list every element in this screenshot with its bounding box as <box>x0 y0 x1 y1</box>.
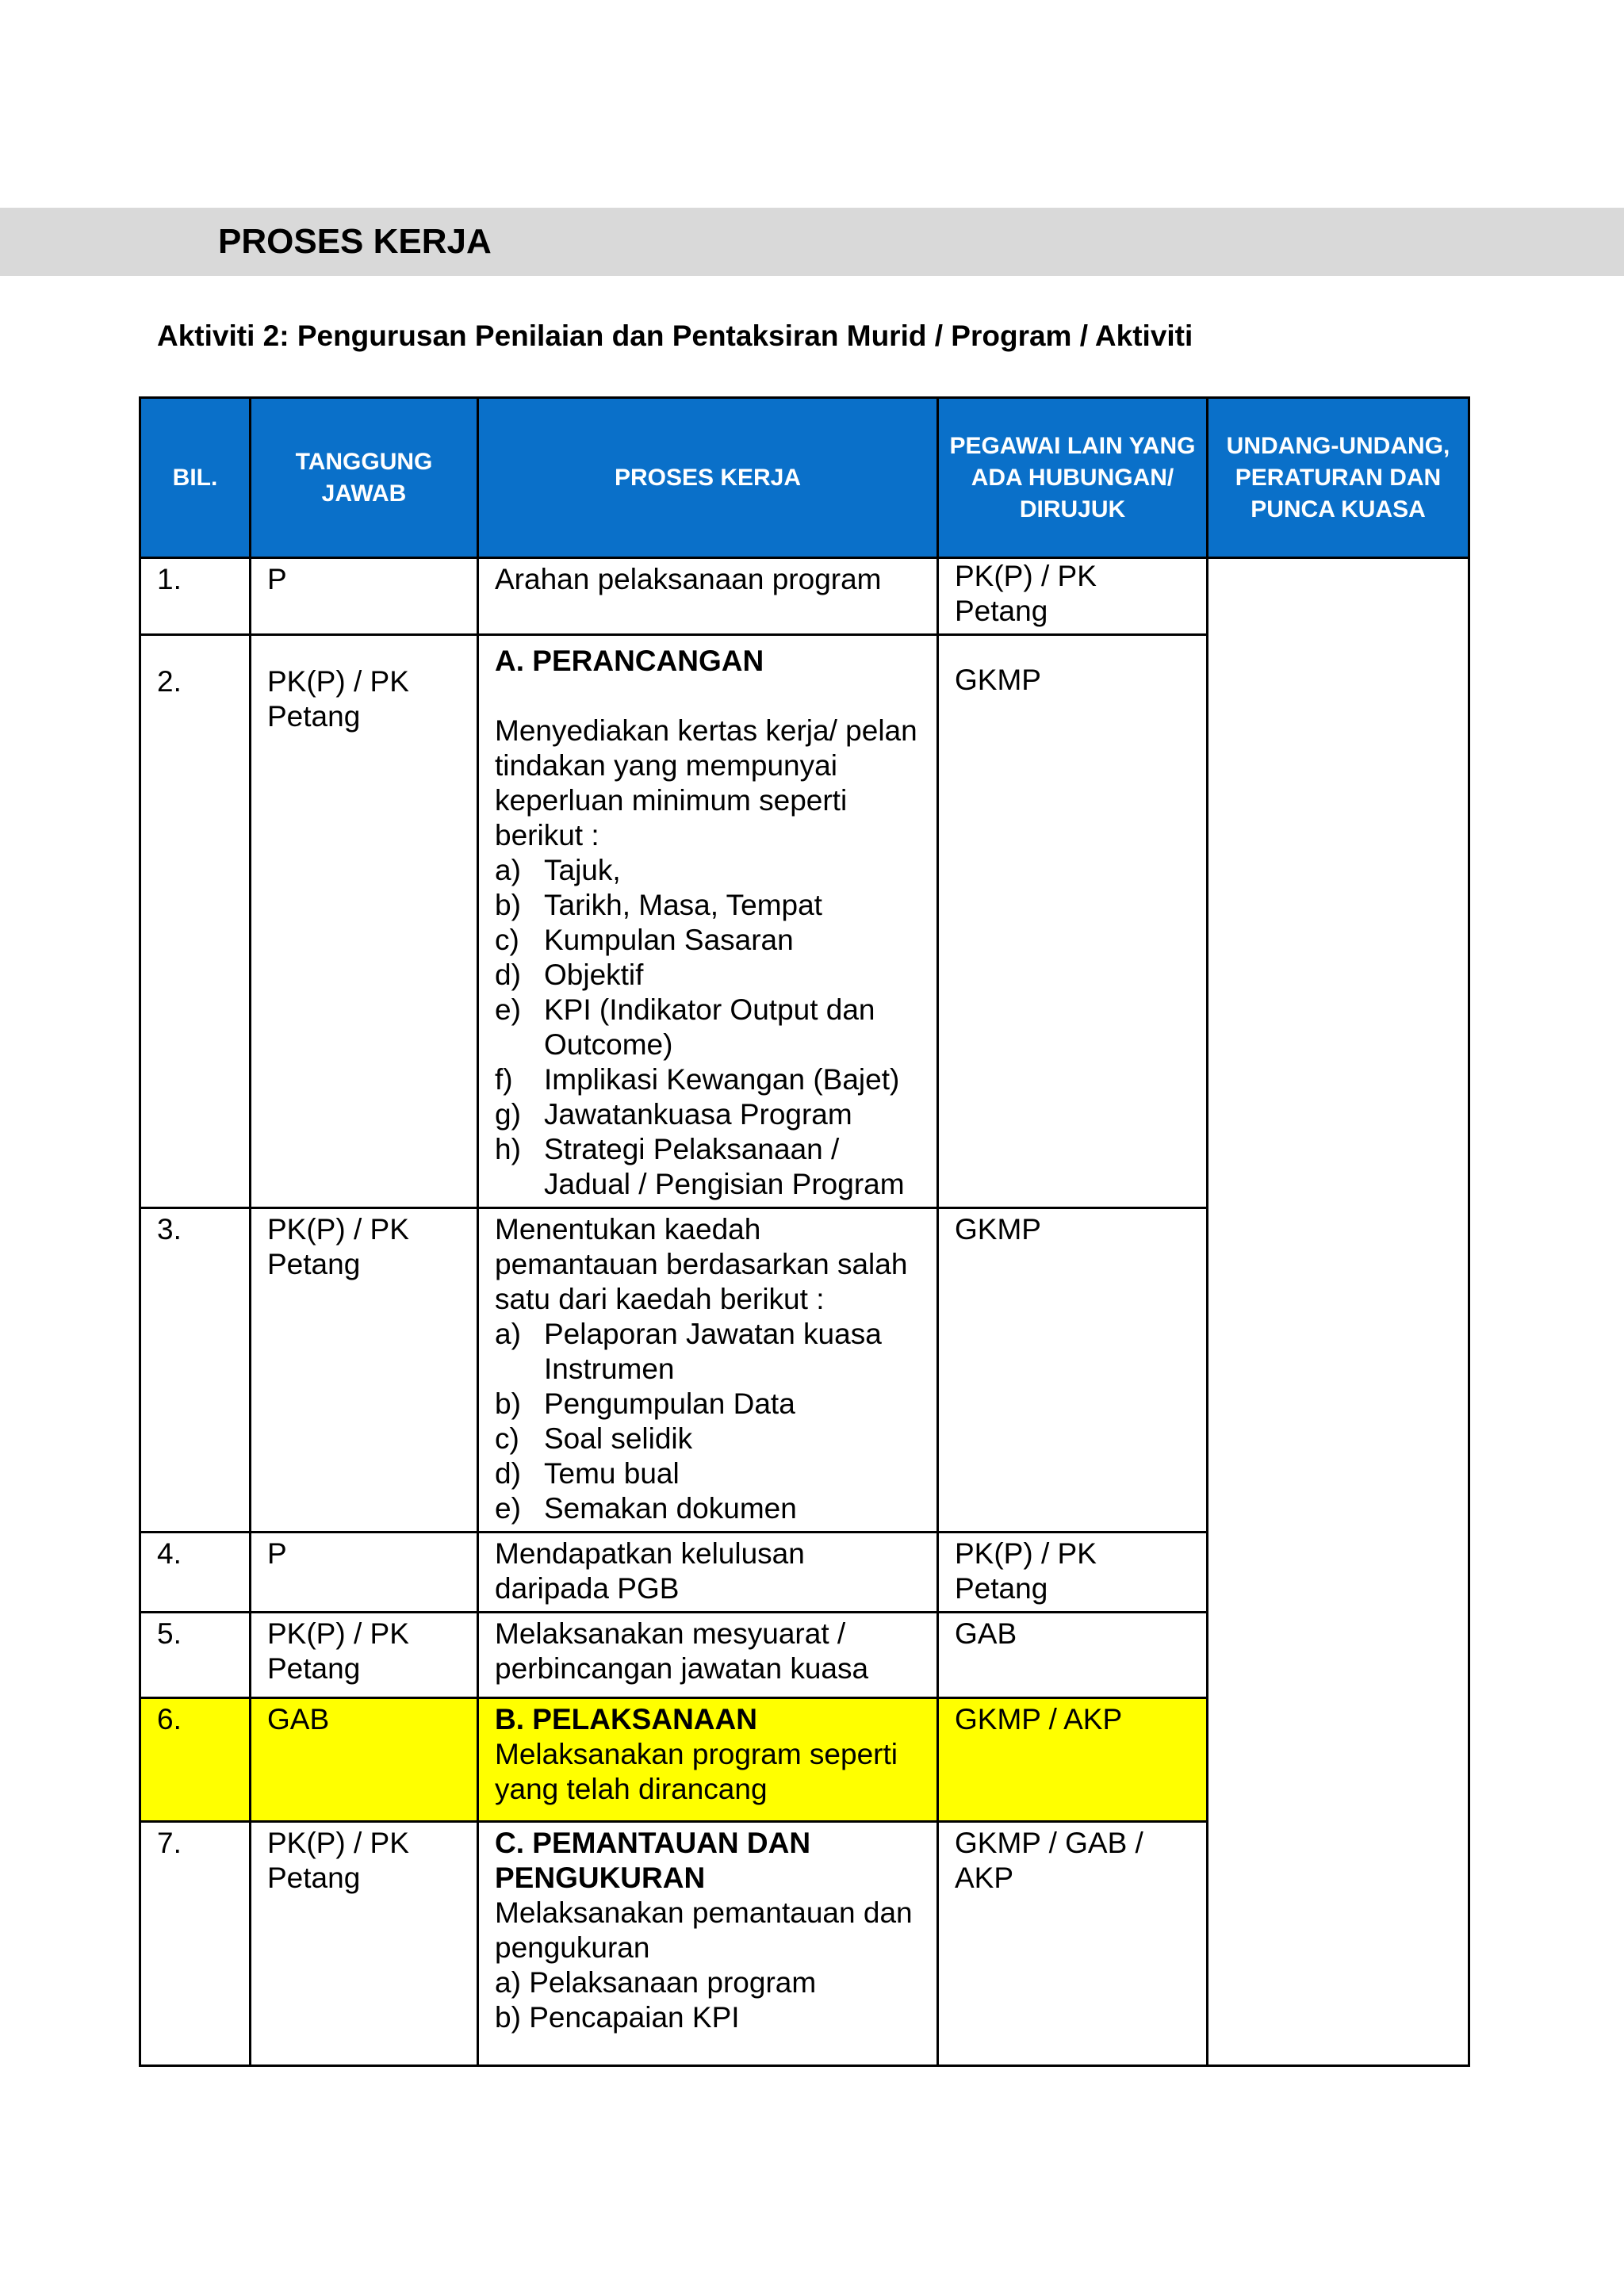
list-item: a) Pelaksanaan program <box>495 1966 817 1999</box>
cell-pegawai-lain <box>938 635 1208 1208</box>
header-bil: BIL. <box>140 398 251 558</box>
list-item: d) Objektif <box>495 959 644 991</box>
cell-tanggung-jawab <box>251 635 478 1208</box>
list-item: c) Soal selidik <box>495 1422 693 1455</box>
cell-bil <box>140 635 251 1208</box>
list-item: g) Jawatankuasa Program <box>495 1098 852 1131</box>
cell-proses-kerja: Arahan pelaksanaan program <box>478 558 938 635</box>
method-list <box>495 1317 921 1526</box>
section-heading: A. PERANCANGAN <box>495 645 764 677</box>
cell-tanggung-jawab: PK(P) / PK Petang <box>251 1613 478 1698</box>
monitoring-list <box>495 1965 921 2035</box>
activity-title: Aktiviti 2: Pengurusan Penilaian dan Pentaksiran Murid / Program / Aktiviti <box>157 320 1193 352</box>
process-text: Melaksanakan program seperti yang telah dirancang <box>495 1738 898 1805</box>
list-item: b) Pengumpulan Data <box>495 1387 795 1420</box>
process-text: Menentukan kaedah pemantauan berdasarkan salah satu dari kaedah berikut : <box>495 1213 908 1315</box>
cell-bil: 3. <box>140 1208 251 1533</box>
cell-bil: 1. <box>140 558 251 635</box>
cell-proses-kerja <box>478 1208 938 1533</box>
list-item: a) Pelaporan Jawatan kuasa Instrumen <box>495 1318 882 1385</box>
cell-bil: 6. <box>140 1698 251 1822</box>
header-pegawai-lain: PEGAWAI LAIN YANG ADA HUBUNGAN/ DIRUJUK <box>938 398 1208 558</box>
cell-pegawai-lain: GKMP / GAB / AKP <box>938 1822 1208 2066</box>
list-item: b) Tarikh, Masa, Tempat <box>495 889 822 921</box>
tanggung-text: PK(P) / PK Petang <box>267 665 409 733</box>
list-item: a) Tajuk, <box>495 854 621 886</box>
cell-tanggung-jawab: P <box>251 558 478 635</box>
cell-bil: 5. <box>140 1613 251 1698</box>
cell-proses-kerja: Melaksanakan mesyuarat / perbincangan jawatan kuasa <box>478 1613 938 1698</box>
pegawai-text: GKMP <box>955 664 1041 696</box>
cell-tanggung-jawab: PK(P) / PK Petang <box>251 1822 478 2066</box>
section-band <box>0 208 1624 276</box>
process-text: Melaksanakan pemantauan dan pengukuran <box>495 1896 913 1964</box>
cell-proses-kerja <box>478 635 938 1208</box>
cell-tanggung-jawab: P <box>251 1533 478 1613</box>
cell-pegawai-lain: PK(P) / PK Petang <box>938 1533 1208 1613</box>
cell-pegawai-lain: PK(P) / PK Petang <box>938 558 1208 635</box>
cell-pegawai-lain: GAB <box>938 1613 1208 1698</box>
section-heading: C. PEMANTAUAN DAN PENGUKURAN <box>495 1827 811 1894</box>
cell-tanggung-jawab: GAB <box>251 1698 478 1822</box>
bil-text: 2. <box>157 665 182 698</box>
list-item: c) Kumpulan Sasaran <box>495 924 794 956</box>
list-item: e) KPI (Indikator Output dan Outcome) <box>495 993 875 1061</box>
table-row <box>140 558 1469 635</box>
cell-undang-undang <box>1208 558 1469 2066</box>
table-header-row <box>140 398 1469 558</box>
section-title: PROSES KERJA <box>218 222 492 261</box>
cell-proses-kerja <box>478 1698 938 1822</box>
cell-bil: 7. <box>140 1822 251 2066</box>
cell-tanggung-jawab: PK(P) / PK Petang <box>251 1208 478 1533</box>
process-table <box>139 396 1470 2067</box>
process-text: Menyediakan kertas kerja/ pelan tindakan yang mempunyai keperluan minimum seperti berikut : <box>495 714 917 851</box>
cell-bil: 4. <box>140 1533 251 1613</box>
list-item: h) Strategi Pelaksanaan / Jadual / Pengisian Program <box>495 1133 905 1200</box>
criteria-list <box>495 853 921 1202</box>
list-item: e) Semakan dokumen <box>495 1492 797 1525</box>
cell-proses-kerja: Mendapatkan kelulusan daripada PGB <box>478 1533 938 1613</box>
list-item: d) Temu bual <box>495 1457 680 1490</box>
section-heading: B. PELAKSANAAN <box>495 1703 757 1735</box>
cell-pegawai-lain: GKMP / AKP <box>938 1698 1208 1822</box>
header-undang-undang: UNDANG-UNDANG, PERATURAN DAN PUNCA KUASA <box>1208 398 1469 558</box>
list-item: b) Pencapaian KPI <box>495 2001 740 2034</box>
cell-proses-kerja <box>478 1822 938 2066</box>
header-proses-kerja: PROSES KERJA <box>478 398 938 558</box>
header-tanggung-jawab: TANGGUNG JAWAB <box>251 398 478 558</box>
cell-pegawai-lain: GKMP <box>938 1208 1208 1533</box>
list-item: f) Implikasi Kewangan (Bajet) <box>495 1063 900 1096</box>
